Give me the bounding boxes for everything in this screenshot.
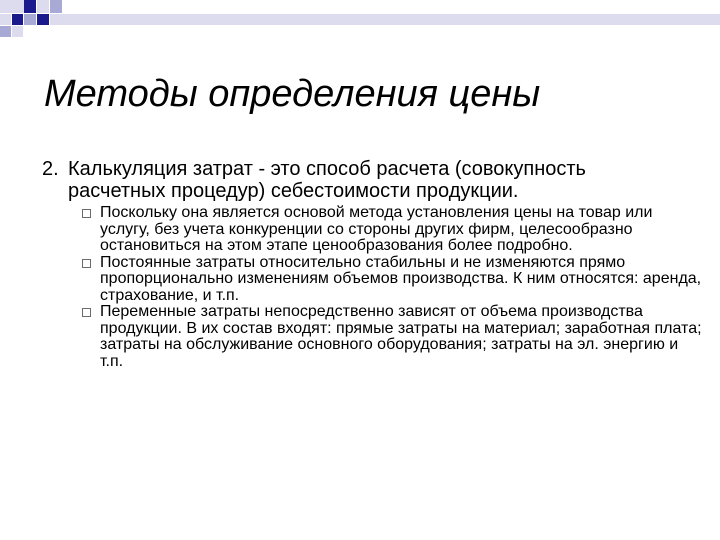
decorative-squares-graphic (0, 0, 720, 50)
subpoint-text: Постоянные затраты относительно стабильны и не изменяются прямо пропорционально изменениям объемов производства. К ним относятся: аренда, страхование, и т.п. (100, 253, 702, 304)
square-bullet-icon (82, 308, 91, 317)
main-point-text: Калькуляция затрат - это способ расчета (совокупность расчетных процедур) себестоимости продукции. (68, 158, 586, 202)
square-bullet-icon (82, 209, 91, 218)
subpoint-item (82, 304, 702, 370)
subpoint-item (82, 255, 702, 305)
subpoint-text: Поскольку она является основой метода установления цены на товар или услугу, без учета конкуренции со стороны других фирм, целесообразно остановиться на этом этапе ценообразования более подробно. (100, 204, 653, 254)
subpoint-list (82, 205, 702, 370)
main-point-number: 2. (42, 158, 59, 180)
subpoint-item (82, 205, 702, 255)
main-point (42, 158, 682, 202)
square-bullet-icon (82, 259, 91, 268)
slide-title: Методы определения цены (44, 73, 541, 115)
subpoint-text: Переменные затраты непосредственно зависят от объема производства продукции. В их состав входят: прямые затраты на материал; заработная плата; затраты на обслуживание основного оборудования; затраты на эл. энергию и т.п. (100, 303, 702, 370)
decorative-square-strip (0, 0, 720, 50)
